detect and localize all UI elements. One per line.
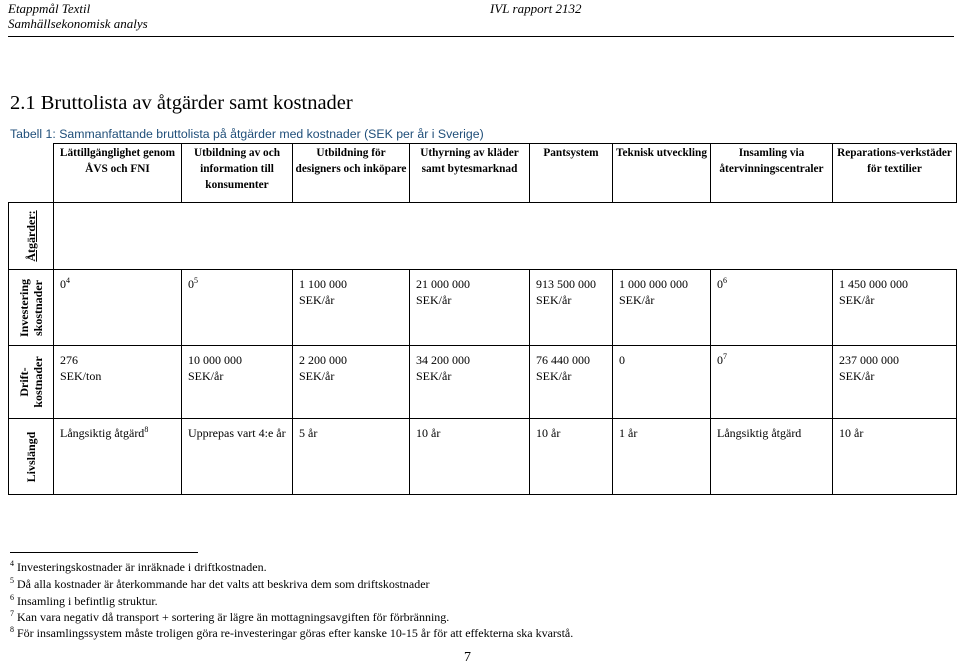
- table-cell: $0^5$: [182, 270, 293, 346]
- row-label-cell: [9, 203, 54, 270]
- footnote: $^5$ Då alla kostnader är återkommande har det valts att beskriva dem som driftskostnader: [10, 576, 430, 591]
- table-caption: Tabell 1: Sammanfattande bruttolista på åtgärder med kostnader (SEK per år i Sverige): [10, 127, 484, 141]
- table-cell: 1 450 000 000 SEK/år: [833, 270, 957, 346]
- table-cell: Upprepas vart 4:e år: [182, 419, 293, 495]
- measures-label: Åtgärder:: [24, 210, 38, 262]
- page-number: 7: [464, 650, 471, 665]
- table-cell: 10 år: [530, 419, 613, 495]
- table-cell: 5 år: [293, 419, 410, 495]
- column-header: Lättillgänglighet genom ÅVS och FNI: [54, 144, 182, 203]
- table-cell: $0^4$: [54, 270, 182, 346]
- measures-table: [8, 143, 957, 495]
- table-cell: 1 100 000 SEK/år: [293, 270, 410, 346]
- header-row: [9, 144, 957, 203]
- table-row: [9, 419, 957, 495]
- running-header-left: [8, 1, 148, 31]
- table-cell: $0^7$: [711, 346, 833, 419]
- row-label: Livslängd: [24, 431, 38, 482]
- table-cell: 10 000 000 SEK/år: [182, 346, 293, 419]
- section-title: 2.1 Bruttolista av åtgärder samt kostnader: [10, 92, 353, 114]
- column-header: Reparations-verkstäder för textilier: [833, 144, 957, 203]
- column-header: Uthyrning av kläder samt bytesmarknad: [410, 144, 530, 203]
- header-subtitle: Samhällsekonomisk analys: [8, 16, 148, 31]
- table-cell: 76 440 000 SEK/år: [530, 346, 613, 419]
- row-label-cell: [9, 419, 54, 495]
- column-header: Teknisk utveckling: [613, 144, 711, 203]
- table-cell: 10 år: [410, 419, 530, 495]
- table-cell: 0: [613, 346, 711, 419]
- table-cell: 1 000 000 000 SEK/år: [613, 270, 711, 346]
- table-row: [9, 270, 957, 346]
- table-cell: 237 000 000 SEK/år: [833, 346, 957, 419]
- footnote: $^6$ Insamling i befintlig struktur.: [10, 593, 158, 608]
- table-row: [9, 346, 957, 419]
- row-label: Drift-kostnader: [17, 356, 45, 408]
- table-cell: 913 500 000 SEK/år: [530, 270, 613, 346]
- table-cell: Långsiktig åtgärd$^8$: [54, 419, 182, 495]
- empty-cell: [54, 203, 957, 270]
- column-header: Insamling via återvinningscentraler: [711, 144, 833, 203]
- header-rule: [8, 36, 954, 37]
- footnote: $^4$ Investeringskostnader är inräknade i driftkostnaden.: [10, 559, 267, 574]
- table-cell: 10 år: [833, 419, 957, 495]
- table-cell: 21 000 000 SEK/år: [410, 270, 530, 346]
- table-cell: 34 200 000 SEK/år: [410, 346, 530, 419]
- table-cell: 276 SEK/ton: [54, 346, 182, 419]
- header-report-number: IVL rapport 2132: [490, 1, 582, 16]
- column-header: Utbildning av och information till konsumenter: [182, 144, 293, 203]
- row-label-cell: [9, 346, 54, 419]
- footnote: $^7$ Kan vara negativ då transport + sortering är lägre än mottagningsavgiften för förbränning.: [10, 609, 450, 624]
- column-header: Pantsystem: [530, 144, 613, 203]
- table-cell: Långsiktig åtgärd: [711, 419, 833, 495]
- footnote: $^8$ För insamlingssystem måste troligen göra re-investeringar göras efter kanske 10-15 år för att effekterna ska kvarstå.: [10, 625, 574, 640]
- header-title: Etappmål Textil: [8, 1, 91, 16]
- footnote-rule: [10, 552, 198, 553]
- table-cell: 1 år: [613, 419, 711, 495]
- measures-label-row: [9, 203, 957, 270]
- row-label-cell: [9, 270, 54, 346]
- column-header: Utbildning för designers och inköpare: [293, 144, 410, 203]
- table-cell: $0^6$: [711, 270, 833, 346]
- row-label: Investering skostnader: [17, 278, 45, 337]
- corner-cell: [9, 144, 54, 203]
- table-cell: 2 200 000 SEK/år: [293, 346, 410, 419]
